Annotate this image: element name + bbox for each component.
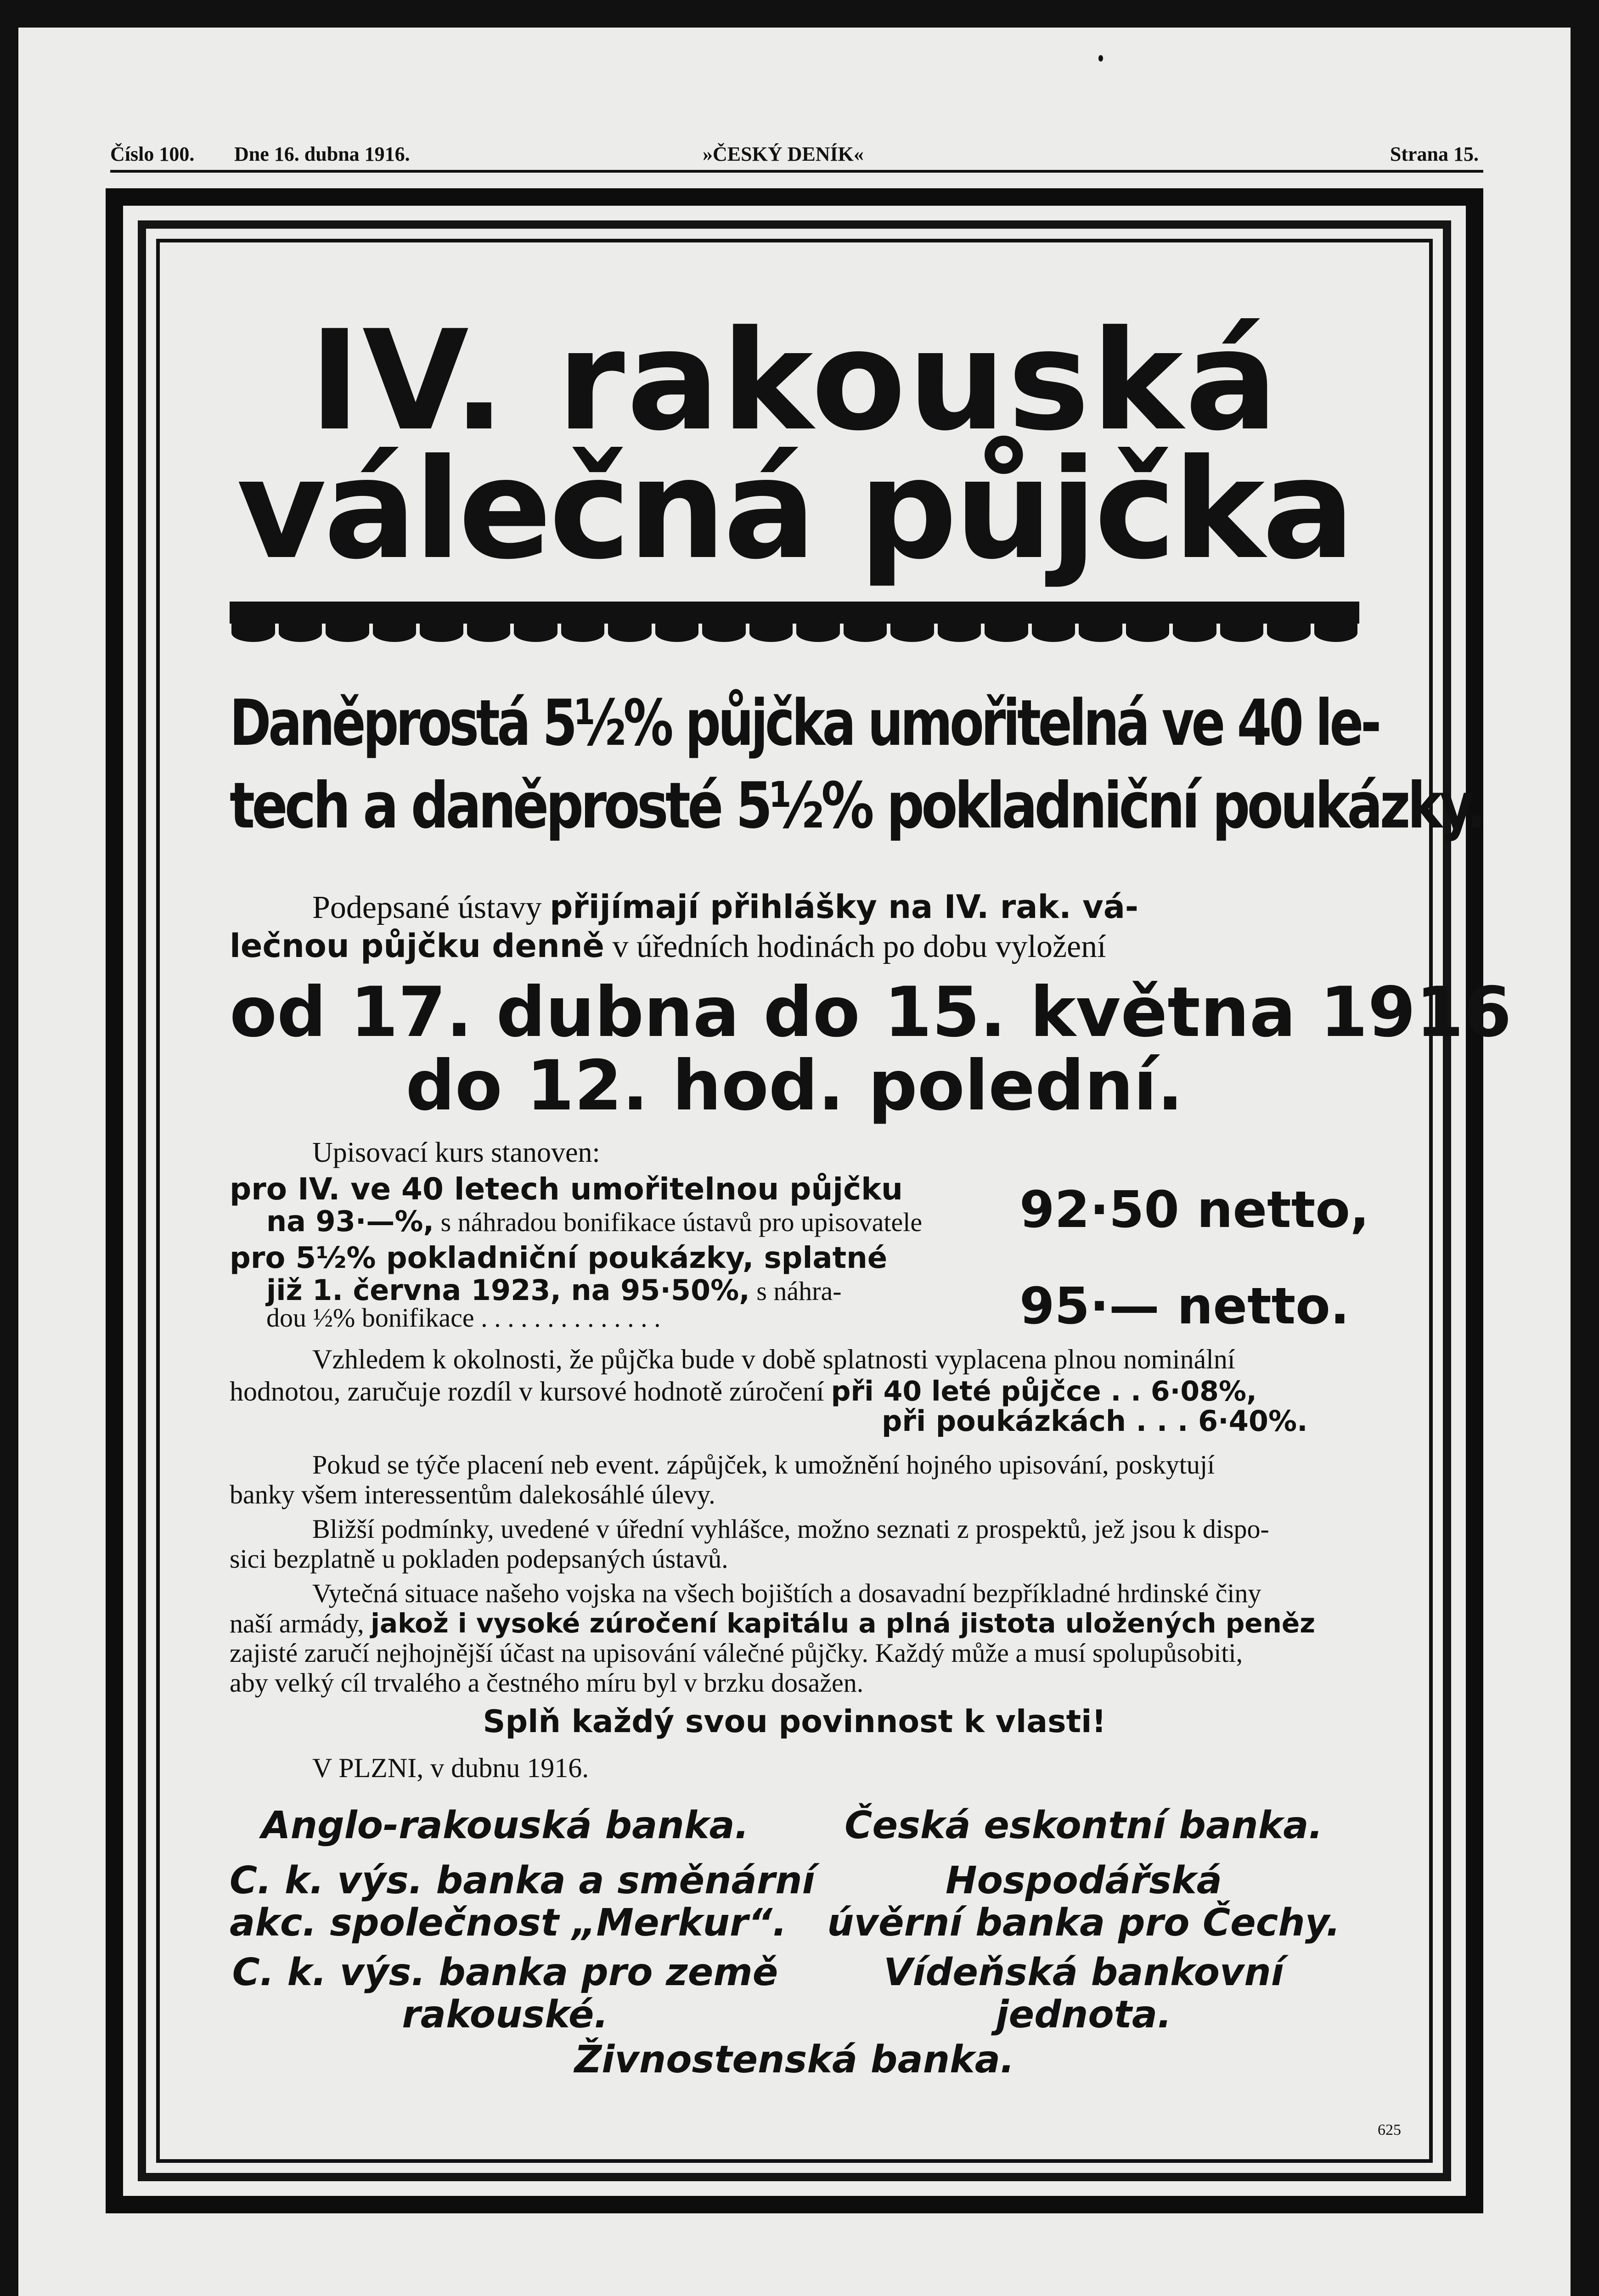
rate2-line3: dou ½% bonifikace . . . . . . . . . . . . . . (266, 1303, 661, 1333)
bank-zivnostenska: Živnostenská banka. (574, 2038, 1015, 2082)
paragraph-details-line2: sici bezplatně u pokladen podepsaných ústavů. (230, 1544, 728, 1574)
bank-merkur-line2: akc. společnost „Merkur“. (230, 1901, 787, 1945)
intro-line1-plain: Podepsané ústavy (312, 890, 550, 925)
yield-line2-bold: při 40 leté půjčce . . 6·08%, (831, 1375, 1257, 1407)
bank-anglo-rakouska: Anglo-rakouská banka. (261, 1804, 749, 1847)
issue-number: Číslo 100. (110, 143, 195, 165)
bank-hospodarska-line2: úvěrní banka pro Čechy. (827, 1901, 1340, 1945)
rates-heading: Upisovací kurs stanoven: (312, 1137, 600, 1168)
bank-zeme-rakouske (230, 1952, 781, 2036)
bank-videnska (808, 1952, 1359, 2036)
subscription-period: od 17. dubna do 15. května 1916 (230, 973, 1512, 1052)
paragraph-yield-line3: při poukázkách . . . 6·40%. (882, 1404, 1308, 1438)
subhead-line2: tech a daněprosté 5½% pokladniční poukázky. (230, 769, 1483, 843)
subhead-line1: Daněprostá 5½% půjčka umořitelná ve 40 le- (230, 686, 1379, 760)
intro-line1 (312, 889, 1138, 926)
paragraph-situation-line1: Vytečná situace našeho vojska na všech bojištích a dosavadní bezpříkladné hrdinské činy (312, 1578, 1261, 1608)
rate2-line1: pro 5½% pokladniční poukázky, splatné (230, 1241, 888, 1275)
newspaper-name: »ČESKÝ DENÍK« (703, 143, 864, 165)
bank-hospodarska (808, 1860, 1359, 1944)
paragraph-details-line1: Bližší podmínky, uvedené v úřední vyhlášce, možno seznati z prospektů, jež jsou k dispo- (312, 1514, 1269, 1544)
advertisement (165, 248, 1512, 2154)
ad-title-line2: válečná půjčka (236, 429, 1352, 590)
bank-videnska-line2: jednota. (996, 1993, 1172, 2037)
intro-line2-bold: lečnou půjčku denně (230, 927, 605, 965)
rate1-line2-bold: na 93·—%, (266, 1204, 434, 1238)
ad-code: 625 (1378, 2122, 1401, 2138)
slogan: Splň každý svou povinnost k vlasti! (483, 1704, 1106, 1740)
yield-line2-plain: hodnotou, zaručuje rozdíl v kursové hodnotě zúročení (230, 1376, 831, 1407)
rate1-line1: pro IV. ve 40 letech umořitelnou půjčku (230, 1171, 903, 1207)
page-header (110, 115, 1479, 170)
rate2-line2-bold: již 1. června 1923, na 95·50%, (266, 1273, 750, 1307)
paragraph-payment-line1: Pokud se týče placení neb event. zápůjček, k umožnění hojného upisování, poskytují (312, 1450, 1215, 1480)
rate2-line2-plain: s náhra- (749, 1276, 842, 1306)
rate2-price: 95·— netto. (1019, 1277, 1350, 1335)
paragraph-situation-line4: aby velký cíl trvalého a čestného míru byl v brzku dosažen. (230, 1668, 864, 1698)
paragraph-yield-line1: Vzhledem k okolnosti, že půjčka bude v době splatnosti vyplacena plnou nominální (312, 1344, 1235, 1374)
bank-videnska-line1: Vídeňská bankovní (884, 1951, 1284, 1994)
place-date: V PLZNI, v dubnu 1916. (312, 1753, 589, 1783)
paragraph-situation-line3: zajisté zaručí nejhojnější účast na upisování válečné půjčky. Každý může a musí spolupůsobiti, (230, 1638, 1243, 1668)
intro-line1-bold: přijímají přihlášky na IV. rak. vá- (550, 888, 1138, 926)
rate1-line2 (266, 1203, 922, 1241)
header-rule (110, 170, 1483, 173)
bank-ceska-eskontni: Česká eskontní banka. (845, 1804, 1323, 1847)
paragraph-payment-line2: banky všem interessentům dalekosáhlé úlevy. (230, 1480, 715, 1509)
intro-line2 (230, 928, 1106, 965)
issue-date: Dne 16. dubna 1916. (234, 143, 410, 165)
subscription-deadline: do 12. hod. polední. (405, 1046, 1183, 1126)
situation-line2-bold: jakož i vysoké zúročení kapitálu a plná jistota uložených peněz (371, 1608, 1316, 1639)
bank-merkur (230, 1859, 815, 1945)
rate1-line2-plain: s náhradou bonifikace ústavů pro upisovatele (434, 1207, 923, 1237)
bank-merkur-line1: C. k. výs. banka a směnární (230, 1859, 815, 1902)
decorative-band (230, 602, 1359, 624)
ink-speck (1098, 55, 1103, 62)
bank-zeme-line1: C. k. výs. banka pro země (232, 1951, 778, 1994)
situation-line2-plain: naší armády, (230, 1609, 371, 1638)
page-number: Strana 15. (1390, 143, 1479, 165)
bank-zeme-line2: rakouské. (402, 1993, 608, 2037)
rate1-price: 92·50 netto, (1019, 1180, 1369, 1239)
ad-title-line1: IV. rakouská (309, 301, 1280, 461)
bank-hospodarska-line1: Hospodářská (946, 1859, 1222, 1902)
intro-line2-plain: v úředních hodinách po dobu vyložení (604, 929, 1106, 964)
decorative-scallops (230, 624, 1359, 642)
